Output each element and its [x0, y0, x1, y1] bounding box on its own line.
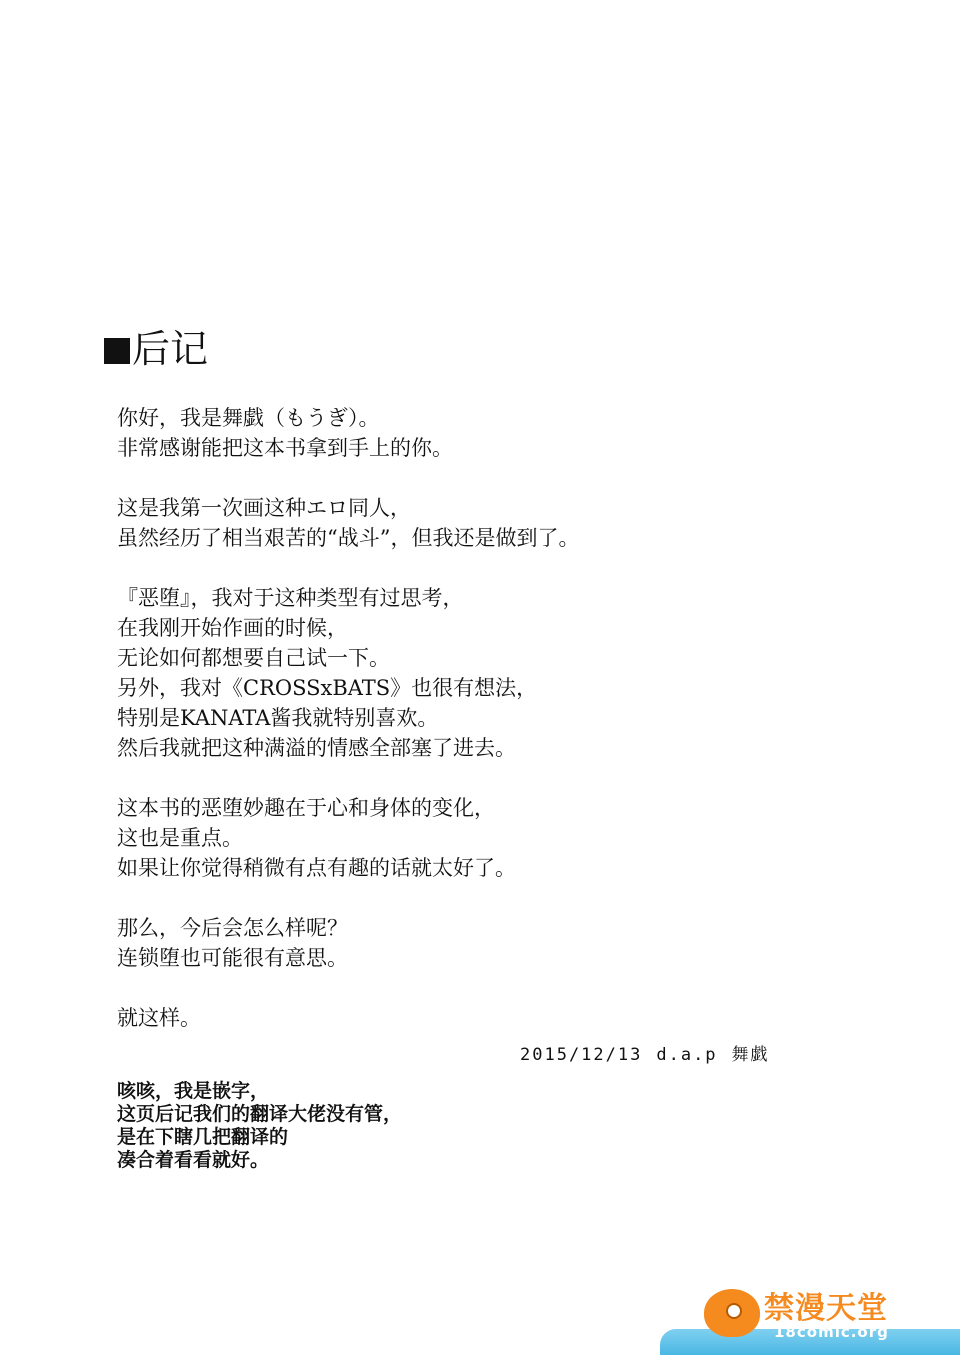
afterword-line: 连锁堕也可能很有意思。	[117, 946, 348, 970]
translator-note-line: 凑合着看看就好。	[117, 1149, 270, 1171]
afterword-body	[117, 403, 837, 1033]
paragraph-gap	[117, 763, 837, 793]
paragraph-gap	[117, 463, 837, 493]
afterword-line: 这也是重点。	[117, 826, 243, 850]
afterword-line: 如果让你觉得稍微有点有趣的话就太好了。	[117, 856, 516, 880]
afterword-line: 无论如何都想要自己试一下。	[117, 646, 390, 670]
mascot-eye-icon	[726, 1303, 742, 1319]
afterword-line: 就这样。	[117, 1006, 201, 1030]
paragraph-gap	[117, 973, 837, 1003]
watermark-name: 禁漫天堂	[764, 1291, 888, 1326]
afterword-line: 另外，我对《CROSSxBATS》也很有想法，	[117, 676, 538, 700]
paragraph-gap	[117, 553, 837, 583]
site-watermark	[660, 1275, 960, 1355]
signature-author: 舞戯	[731, 1045, 770, 1065]
afterword-line: 在我刚开始作画的时候，	[117, 616, 348, 640]
signature	[520, 1040, 784, 1065]
afterword-line: 这是我第一次画这种エロ同人，	[117, 496, 411, 520]
afterword-line: 虽然经历了相当艰苦的“战斗”，但我还是做到了。	[117, 526, 580, 550]
paragraph-gap	[117, 883, 837, 913]
watermark-url: 18comic.org	[774, 1323, 889, 1341]
afterword-line: 那么，今后会怎么样呢？	[117, 916, 348, 940]
translator-note-line: 咳咳，我是嵌字，	[117, 1080, 270, 1102]
page-title	[104, 326, 208, 372]
afterword-line: 非常感谢能把这本书拿到手上的你。	[117, 436, 453, 460]
afterword-line: 这本书的恶堕妙趣在于心和身体的变化，	[117, 796, 495, 820]
square-bullet-icon	[104, 338, 130, 364]
page-title-text: 后记	[132, 327, 209, 371]
translator-note	[117, 1080, 402, 1172]
afterword-line: 你好，我是舞戯（もうぎ）。	[117, 406, 380, 430]
afterword-line: 『恶堕』，我对于这种类型有过思考，	[117, 586, 464, 610]
signature-date: 2015/12/13	[520, 1045, 643, 1065]
translator-note-line: 是在下瞎几把翻译的	[117, 1126, 289, 1148]
afterword-line: 特别是KANATA酱我就特别喜欢。	[117, 706, 439, 730]
signature-circle: d.a.p	[656, 1045, 718, 1065]
afterword-line: 然后我就把这种满溢的情感全部塞了进去。	[117, 736, 516, 760]
translator-note-line: 这页后记我们的翻译大佬没有管，	[117, 1103, 403, 1125]
